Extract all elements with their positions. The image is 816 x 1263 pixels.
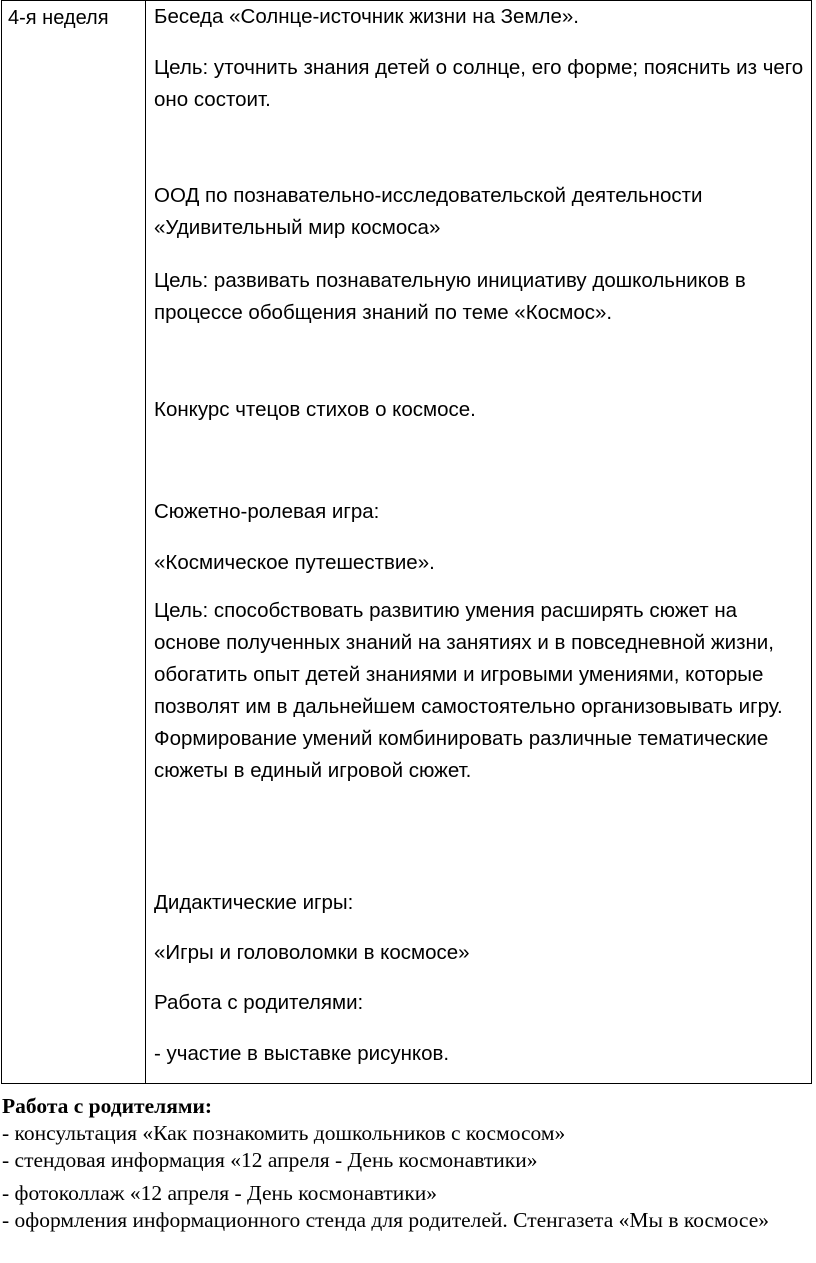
list-item: - консультация «Как познакомить дошкольников с космосом» [2, 1121, 566, 1145]
role-play-goal: Цель: способствовать развитию умения расширять сюжет на основе полученных знаний на занятиях и в повседневной жизни, обогатить опыт детей знаниями и игровыми умениями, которые позволят им в дальнейшем самостоятельно организовывать игру. Формирование умений комбинировать различные тематические сюжеты в единый игровой сюжет. [154, 599, 783, 782]
table-row [2, 1, 812, 1084]
list-item: - оформления информационного стенда для родителей. Стенгазета «Мы в космосе» [2, 1208, 770, 1232]
week-cell [2, 1, 146, 1084]
content-cell [146, 1, 812, 1084]
role-play-title: «Космическое путешествие». [154, 551, 435, 574]
activity-goal: Цель: развивать познавательную инициативу дошкольников в процессе обобщения знаний по теме «Космос». [154, 269, 746, 324]
poetry-contest: Конкурс чтецов стихов о космосе. [154, 398, 476, 421]
list-item: - стендовая информация «12 апреля - День космонавтики» [2, 1148, 538, 1172]
parents-section [2, 1093, 812, 1234]
parents-item: - участие в выставке рисунков. [154, 1042, 450, 1065]
didactic-games-title: «Игры и головоломки в космосе» [154, 941, 470, 964]
plan-table [1, 0, 812, 1084]
didactic-games-heading: Дидактические игры: [154, 891, 354, 914]
section-heading: Работа с родителями: [2, 1094, 213, 1118]
conversation-title: Беседа «Солнце-источник жизни на Земле». [154, 5, 580, 28]
role-play-heading: Сюжетно-ролевая игра: [154, 500, 380, 523]
conversation-goal: Цель: уточнить знания детей о солнце, его форме; пояснить из чего оно состоит. [154, 56, 804, 111]
list-item: - фотоколлаж «12 апреля - День космонавтики» [2, 1181, 438, 1205]
week-label: 4-я неделя [8, 7, 109, 29]
parents-heading: Работа с родителями: [154, 991, 364, 1014]
activity-title: ООД по познавательно-исследовательской деятельности «Удивительный мир космоса» [154, 184, 703, 239]
